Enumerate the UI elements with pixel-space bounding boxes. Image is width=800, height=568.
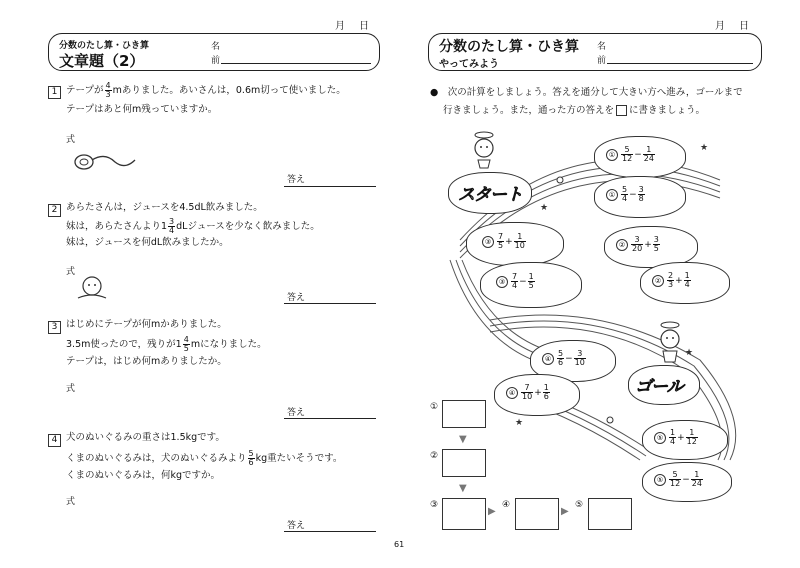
juice-character-icon	[72, 272, 112, 302]
answer-box-label-1: ①	[430, 402, 439, 412]
formula-label-1: 式	[66, 135, 76, 145]
date-label-left: 月 日	[335, 21, 371, 32]
fraction: $\frac{3}{4}$	[169, 217, 175, 235]
answer-box-label-4: ④	[502, 500, 511, 510]
question-2-line-2: 妹は，あらたさんより1 $\frac{3}{4}$ dLジュースを少なく飲みました。	[66, 217, 320, 235]
start-label: スタート	[458, 185, 522, 205]
name-label-1: 名	[211, 42, 221, 52]
svg-text:★: ★	[540, 203, 549, 213]
answer-box-label-3: ③	[430, 500, 439, 510]
expression-8: ④ $\frac{7}{10}$ + $\frac{1}{6}$	[506, 384, 551, 401]
name-field[interactable]	[221, 63, 371, 64]
question-3-line-2: 3.5m使ったので，残りが1 $\frac{4}{5}$ mになりました。	[66, 335, 267, 353]
answer-field-3[interactable]	[284, 418, 376, 419]
question-4-line-3: くまのぬいぐるみは，何kgですか。	[66, 470, 221, 481]
expression-5: ③ $\frac{7}{4}$ − $\frac{1}{5}$	[496, 273, 536, 290]
answer-box-5[interactable]	[588, 498, 632, 530]
answer-box-3[interactable]	[442, 498, 486, 530]
question-2-line-1: あらたさんは，ジュースを4.5dL飲みました。	[66, 202, 263, 213]
answer-label-2: 答え	[287, 293, 306, 303]
svg-text:★: ★	[700, 143, 709, 153]
expression-2: ① $\frac{5}{4}$ − $\frac{3}{8}$	[606, 186, 646, 203]
question-3-line-1: はじめにテープが何mかありました。	[66, 319, 227, 330]
question-number-3: 3	[48, 321, 61, 334]
angel-character-icon	[466, 130, 502, 170]
answer-field-1[interactable]	[284, 186, 376, 187]
worksheet-header-left	[48, 33, 380, 71]
name-label-2: 前	[597, 56, 607, 66]
question-4-line-2: くまのぬいぐるみは，犬のぬいぐるみより $\frac{5}{6}$ kg重たいそうです。	[66, 449, 343, 467]
expression-1: ① $\frac{5}{12}$ − $\frac{1}{24}$	[606, 146, 656, 163]
svg-text:★: ★	[685, 348, 694, 358]
header-title: 分数のたし算・ひき算	[439, 39, 579, 55]
instruction-line-1: ● 次の計算をしましょう。答えを通分して大きい方へ進み，ゴールまで	[430, 87, 743, 98]
goal-label: ゴール	[635, 377, 683, 397]
answer-box-1[interactable]	[442, 400, 486, 428]
question-number-4: 4	[48, 434, 61, 447]
formula-label-4: 式	[66, 497, 76, 507]
name-label-1: 名	[597, 42, 607, 52]
expression-3: ③ $\frac{7}{5}$ + $\frac{1}{10}$	[482, 233, 527, 250]
header-subtitle: 分数のたし算・ひき算	[59, 41, 150, 51]
expression-10: ⑤ $\frac{5}{12}$ − $\frac{1}{24}$	[654, 471, 704, 488]
question-1-line-2: テープはあと何m残っていますか。	[66, 104, 218, 115]
answer-box-icon	[616, 105, 627, 116]
answer-box-label-5: ⑤	[575, 500, 584, 510]
svg-text:★: ★	[515, 418, 524, 428]
arrow-down-icon: ▼	[459, 483, 467, 494]
date-label-right: 月 日	[715, 21, 751, 32]
fraction: $\frac{4}{3}$	[105, 81, 111, 99]
fraction: $\frac{5}{6}$	[248, 449, 254, 467]
formula-label-2: 式	[66, 267, 76, 277]
fraction: $\frac{4}{5}$	[183, 335, 189, 353]
answer-box-label-2: ②	[430, 451, 439, 461]
question-number-2: 2	[48, 204, 61, 217]
tape-illustration-icon	[70, 150, 140, 174]
expression-4: ② $\frac{3}{20}$ + $\frac{3}{5}$	[616, 236, 661, 253]
arrow-down-icon: ▼	[459, 434, 467, 445]
answer-label-4: 答え	[287, 521, 306, 531]
answer-label-3: 答え	[287, 408, 306, 418]
question-number-1: 1	[48, 86, 61, 99]
question-1-line-1: テープが $\frac{4}{3}$ mありました。あいさんは，0.6m切って使いました。	[66, 81, 346, 99]
name-field[interactable]	[607, 63, 753, 64]
header-title: 文章題（2）	[59, 52, 145, 70]
question-2-line-3: 妹は，ジュースを何dL飲みましたか。	[66, 237, 229, 248]
worksheet-header-right	[428, 33, 762, 71]
instruction-line-2: 行きましょう。また，通った方の答えを に書きましょう。	[443, 105, 706, 116]
answer-field-4[interactable]	[284, 531, 376, 532]
answer-label-1: 答え	[287, 175, 306, 185]
question-3-line-3: テープは，はじめ何mありましたか。	[66, 356, 227, 367]
name-label-2: 前	[211, 56, 221, 66]
page-number: 61	[394, 540, 405, 549]
answer-box-2[interactable]	[442, 449, 486, 477]
answer-box-4[interactable]	[515, 498, 559, 530]
formula-label-3: 式	[66, 384, 76, 394]
expression-7: ④ $\frac{5}{6}$ − $\frac{3}{10}$	[542, 350, 587, 367]
question-4-line-1: 犬のぬいぐるみの重さは1.5kgです。	[66, 432, 225, 443]
expression-6: ② $\frac{2}{3}$ + $\frac{1}{4}$	[652, 272, 692, 289]
arrow-right-icon: ▶	[561, 506, 569, 517]
answer-field-2[interactable]	[284, 303, 376, 304]
angel-character-icon	[650, 320, 690, 364]
header-subtitle: やってみよう	[439, 59, 499, 70]
arrow-right-icon: ▶	[488, 506, 496, 517]
expression-9: ⑤ $\frac{1}{4}$ + $\frac{1}{12}$	[654, 429, 699, 446]
